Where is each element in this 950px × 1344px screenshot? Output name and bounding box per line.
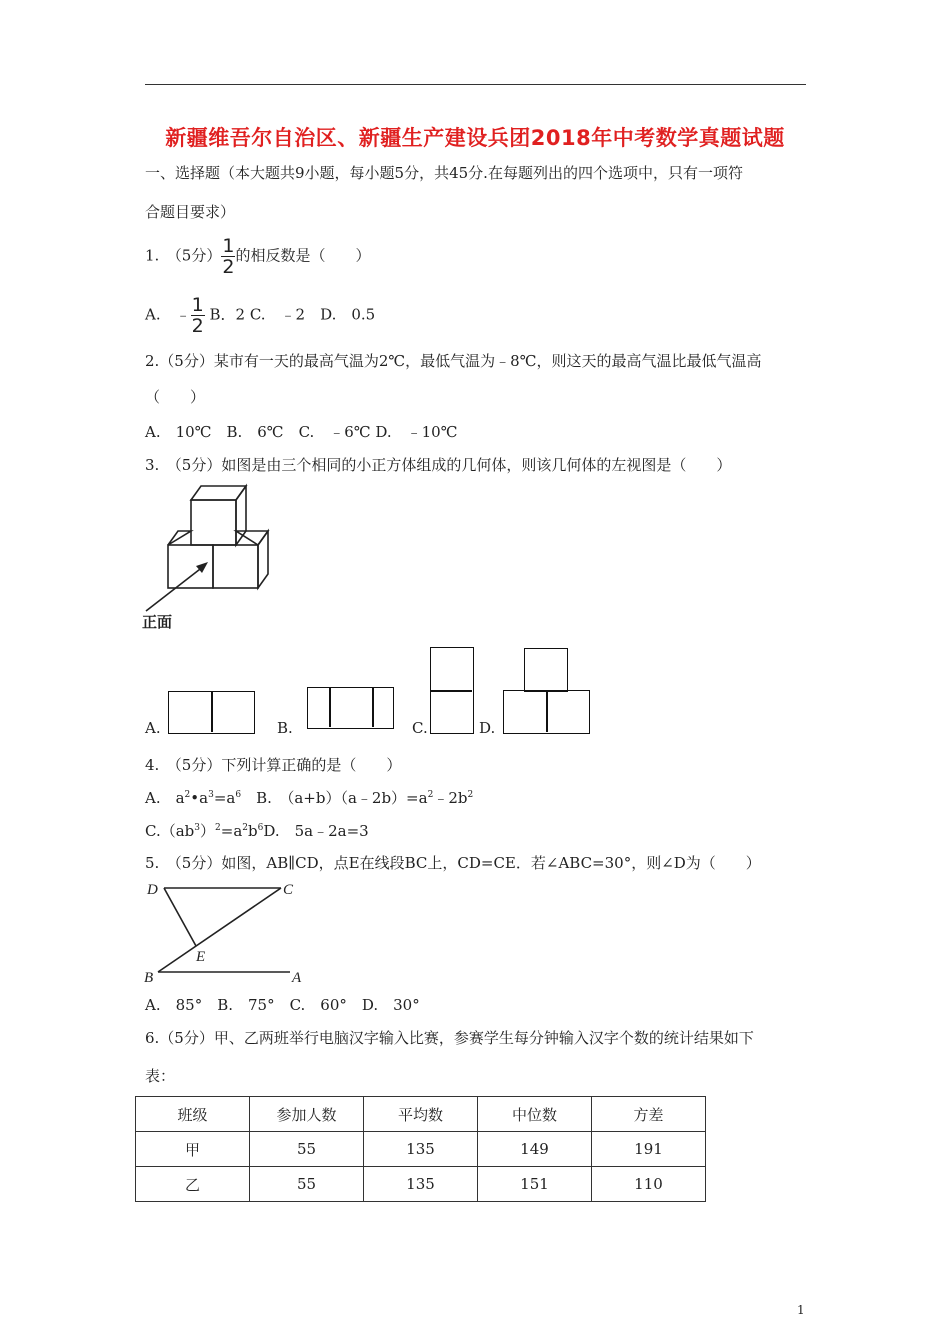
- label-c: C: [283, 882, 294, 898]
- q3-option-d-divider: [546, 691, 548, 732]
- q4-a-exp-2: 3: [208, 790, 214, 800]
- question-2-line-2: （ ）: [145, 388, 206, 406]
- q4-b-part: ﹣2b: [433, 789, 468, 807]
- section-intro-line-2: 合题目要求）: [145, 203, 236, 221]
- question-6-line-1: 6.（5分）甲、乙两班举行电脑汉字输入比赛，参赛学生每分钟输入汉字个数的统计结果如下: [145, 1029, 754, 1047]
- q4-c-part: =a: [220, 822, 243, 840]
- question-5-options: A. 85° B. 75° C. 60° D. 30°: [145, 996, 420, 1014]
- question-4-options-ab: [145, 787, 473, 808]
- q4-a-part: •a: [190, 789, 209, 807]
- header-rule: [145, 84, 806, 85]
- q1-option-a-fraction: [191, 295, 205, 336]
- table-cell: 191: [592, 1132, 706, 1167]
- label-a: A: [292, 970, 302, 986]
- q3-option-d-label: D.: [479, 719, 496, 737]
- label-e: E: [196, 949, 206, 965]
- q1-fraction: [221, 236, 235, 277]
- table-cell: 55: [250, 1132, 364, 1167]
- table-cell: 55: [250, 1167, 364, 1202]
- label-d: D: [147, 882, 158, 898]
- q3-option-a-figure: [168, 691, 255, 734]
- front-view-label: 正面: [142, 613, 173, 631]
- bottom-right-cube-side-face: [258, 531, 268, 588]
- q1-suffix: 的相反数是（ ）: [235, 246, 371, 265]
- question-2-options: A. 10℃ B. 6℃ C. ﹣6℃ D. ﹣10℃: [145, 423, 458, 441]
- q4-a-exp-1: 2: [184, 790, 191, 800]
- table-header-cell: 参加人数: [250, 1097, 364, 1132]
- table-cell: 149: [478, 1132, 592, 1167]
- q3-option-b-divider-2: [372, 688, 374, 727]
- table-header-cell: 中位数: [478, 1097, 592, 1132]
- page-number: 1: [797, 1303, 805, 1317]
- q4-a-part: =a: [213, 789, 236, 807]
- q3-option-c-divider: [431, 690, 472, 692]
- q3-option-d-top-square: [524, 648, 568, 692]
- table-cell: 乙: [136, 1167, 250, 1202]
- q1-fraction-numerator: 1: [222, 235, 235, 257]
- q4-d-option: D. 5a﹣2a=3: [263, 822, 369, 840]
- table-cell: 135: [364, 1132, 478, 1167]
- q1-option-a-numerator: 1: [191, 294, 204, 316]
- segment-de: [164, 888, 196, 946]
- q1-option-a-sign: ﹣: [175, 305, 191, 324]
- q5-geometry-figure: [140, 876, 315, 986]
- q4-b-exp-2: 2: [467, 790, 474, 800]
- bottom-right-cube-front-face: [213, 545, 258, 588]
- table-cell: 135: [364, 1167, 478, 1202]
- question-5: 5. （5分）如图，AB∥CD，点E在线段BC上，CD=CE．若∠ABC=30°，则∠D为（ ）: [145, 854, 761, 872]
- question-6-line-2: 表：: [145, 1067, 176, 1085]
- q1-option-a-label: A.: [145, 305, 176, 324]
- q3-option-b-divider-1: [329, 688, 331, 727]
- q4-c-exp-4: 6: [257, 823, 264, 833]
- table-row: [136, 1167, 706, 1202]
- table-cell: 甲: [136, 1132, 250, 1167]
- question-4: 4. （5分）下列计算正确的是（ ）: [145, 756, 402, 774]
- q3-option-a-label: A.: [145, 719, 161, 737]
- section-intro-line-1: 一、选择题（本大题共9小题，每小题5分，共45分.在每题列出的四个选项中，只有一项符: [145, 164, 743, 182]
- q4-c-part: b: [248, 822, 258, 840]
- table-header-cell: 方差: [592, 1097, 706, 1132]
- table-cell: 151: [478, 1167, 592, 1202]
- q3-option-c-label: C.: [412, 719, 428, 737]
- q4-b-exp-1: 2: [427, 790, 434, 800]
- question-3: 3. （5分）如图是由三个相同的小正方体组成的几何体，则该几何体的左视图是（ ）: [145, 456, 732, 474]
- q4-a-exp-3: 6: [235, 790, 242, 800]
- document-title: 新疆维吾尔自治区、新疆生产建设兵团2018年中考数学真题试题: [165, 126, 785, 150]
- q1-option-a-denominator: 2: [191, 315, 204, 337]
- q4-a-part: A. a: [145, 789, 185, 807]
- q4-b-part: B. （a+b）（a﹣2b）=a: [241, 789, 428, 807]
- q3-solid-figure: [140, 480, 290, 630]
- q3-option-d-bottom-row: [503, 690, 590, 734]
- table-cell: 110: [592, 1167, 706, 1202]
- q3-option-c-figure: [430, 647, 474, 734]
- table-header-cell: 班级: [136, 1097, 250, 1132]
- q4-c-exp-3: 2: [242, 823, 248, 833]
- q3-option-b-label: B.: [277, 719, 293, 737]
- q1-other-options: B．2 C. ﹣2 D. 0.5: [204, 305, 376, 324]
- q3-option-b-figure: [307, 687, 394, 729]
- table-row: [136, 1132, 706, 1167]
- bottom-left-cube-front-face: [168, 545, 213, 588]
- top-cube-front-face: [191, 500, 236, 545]
- q4-c-part: ）: [200, 822, 216, 840]
- q3-option-a-divider: [211, 692, 213, 732]
- q6-statistics-table: [135, 1096, 706, 1202]
- q4-c-exp-2: 2: [215, 823, 221, 833]
- segment-cb: [158, 888, 281, 972]
- q4-c-exp-1: 3: [194, 823, 200, 833]
- table-header-cell: 平均数: [364, 1097, 478, 1132]
- q4-c-part: C.（ab: [145, 822, 195, 840]
- bottom-left-cube-top-edge: [168, 531, 191, 545]
- question-2-line-1: 2.（5分）某市有一天的最高气温为2℃，最低气温为﹣8℃，则这天的最高气温比最低气温高: [145, 352, 762, 370]
- question-1-options: [145, 295, 375, 336]
- question-4-options-cd: [145, 820, 369, 841]
- label-b: B: [144, 970, 154, 986]
- q1-fraction-denominator: 2: [222, 256, 235, 278]
- table-header-row: [136, 1097, 706, 1132]
- question-1: [145, 236, 370, 277]
- q1-prefix: 1. （5分）: [145, 246, 222, 265]
